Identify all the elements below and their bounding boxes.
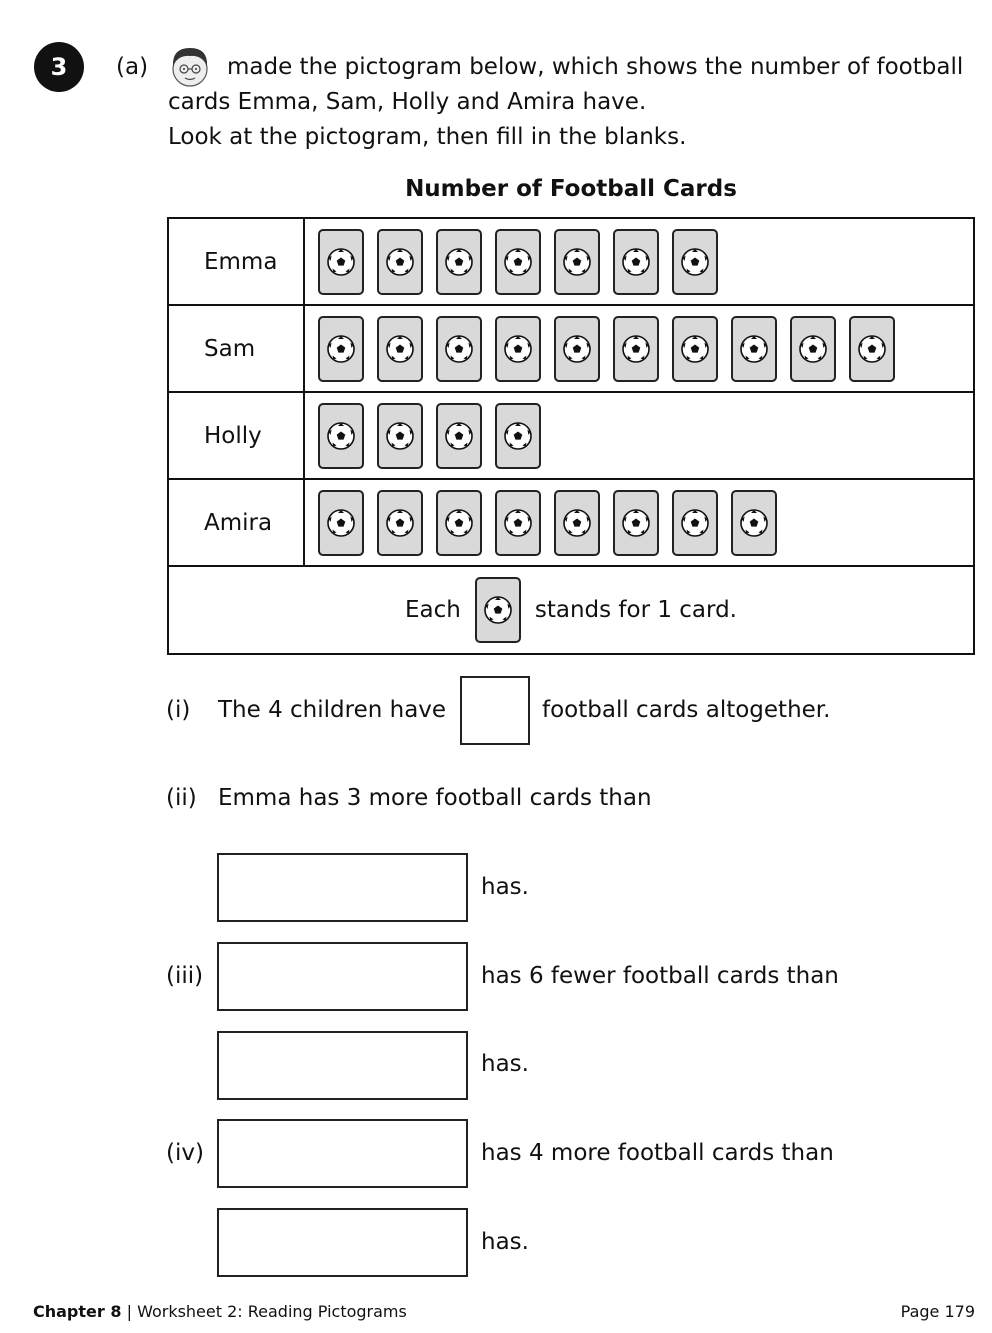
footer-left [33, 1302, 407, 1321]
football-card-icon [318, 229, 364, 295]
pictogram-table [167, 217, 975, 655]
intro-line-1: made the pictogram below, which shows the number of football [227, 54, 964, 80]
key-card-icon [475, 577, 521, 643]
football-card-icon [495, 229, 541, 295]
answer-box-i[interactable] [460, 676, 530, 745]
football-card-icon [495, 316, 541, 382]
key-prefix: Each [404, 597, 461, 623]
row-name: Amira [168, 479, 304, 566]
answer-box-iv-a[interactable] [217, 1119, 468, 1188]
question-iii-label: (iii) [166, 963, 204, 989]
football-card-icon [436, 403, 482, 469]
intro-line-2: cards Emma, Sam, Holly and Amira have. [168, 89, 647, 115]
row-cards [304, 218, 974, 305]
row-name: Sam [168, 305, 304, 392]
football-card-icon [495, 490, 541, 556]
answer-box-iii-a[interactable] [217, 942, 468, 1011]
footer-chapter: Chapter 8 [33, 1302, 122, 1321]
football-icon [483, 595, 513, 625]
pictogram-key [168, 566, 974, 654]
pictogram-title: Number of Football Cards [405, 176, 737, 202]
football-card-icon [436, 229, 482, 295]
football-card-icon [377, 490, 423, 556]
question-iv-label: (iv) [166, 1140, 204, 1166]
row-name: Holly [168, 392, 304, 479]
question-i-text-before: The 4 children have [218, 697, 447, 723]
football-card-icon [377, 229, 423, 295]
answer-box-iv-b[interactable] [217, 1208, 468, 1277]
question-iv-text: has 4 more football cards than [481, 1140, 834, 1166]
answer-box-iii-b[interactable] [217, 1031, 468, 1100]
pictogram-row [168, 305, 974, 392]
football-card-icon [849, 316, 895, 382]
has-label-iii: has. [481, 1051, 529, 1077]
row-cards [304, 392, 974, 479]
football-card-icon [554, 316, 600, 382]
row-name: Emma [168, 218, 304, 305]
question-i-label: (i) [166, 697, 191, 723]
football-card-icon [554, 229, 600, 295]
football-card-icon [672, 316, 718, 382]
football-card-icon [554, 490, 600, 556]
row-cards [304, 305, 974, 392]
footer-worksheet: Worksheet 2: Reading Pictograms [137, 1302, 407, 1321]
football-card-icon [672, 229, 718, 295]
football-card-icon [613, 316, 659, 382]
football-card-icon [436, 316, 482, 382]
has-label-ii: has. [481, 874, 529, 900]
football-card-icon [731, 490, 777, 556]
has-label-iv: has. [481, 1229, 529, 1255]
question-ii-label: (ii) [166, 785, 197, 811]
answer-box-ii[interactable] [217, 853, 468, 922]
football-card-icon [377, 403, 423, 469]
row-cards [304, 479, 974, 566]
football-card-icon [377, 316, 423, 382]
part-label: (a) [116, 54, 149, 80]
pictogram-row [168, 218, 974, 305]
pictogram-row [168, 479, 974, 566]
football-card-icon [613, 229, 659, 295]
intro-line-3: Look at the pictogram, then fill in the blanks. [168, 124, 687, 150]
football-card-icon [436, 490, 482, 556]
footer-divider: | [126, 1302, 132, 1321]
football-card-icon [672, 490, 718, 556]
football-card-icon [790, 316, 836, 382]
question-number: 3 [34, 42, 84, 92]
football-card-icon [318, 403, 364, 469]
boy-avatar-icon [166, 42, 214, 90]
question-ii-text: Emma has 3 more football cards than [218, 785, 652, 811]
question-iii-text: has 6 fewer football cards than [481, 963, 839, 989]
footer-page: Page 179 [900, 1302, 975, 1321]
football-card-icon [731, 316, 777, 382]
pictogram-row [168, 392, 974, 479]
football-card-icon [495, 403, 541, 469]
football-card-icon [613, 490, 659, 556]
football-card-icon [318, 490, 364, 556]
football-card-icon [318, 316, 364, 382]
key-suffix: stands for 1 card. [534, 597, 737, 623]
question-i-text-after: football cards altogether. [542, 697, 831, 723]
